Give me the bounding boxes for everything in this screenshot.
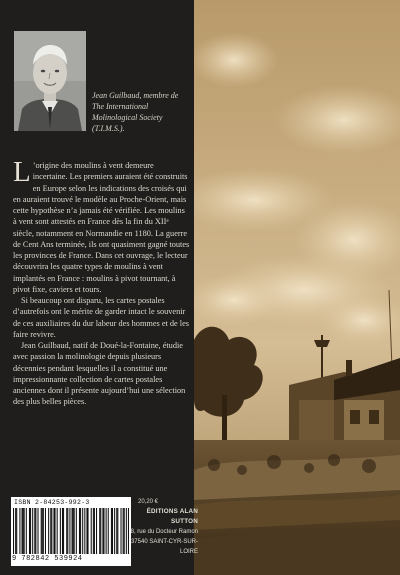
barcode-bar xyxy=(67,508,68,554)
synopsis-paragraph-1: L ’origine des moulins à vent demeure incertaine. Les premiers auraient été construits en Europe selon les indications des croisés qui en auraient trouvé le modèle au Proche-Orient, mais cette hypothèse n’a jamais été vérifiée. Les moulins à vent sont attestés en France dès la fin du XIIᵉ siècle, notamment en Normandie en 1180. La guerre de Cent Ans terminée, ils ont quasiment gagné toutes les provinces de France. Dans cet ouvrage, le lecteur découvrira les quatre types de moulins à vent implantés en France : moulins à pivot tournant, à pivot fixe, caviers et tours. xyxy=(13,156,190,294)
barcode-bar xyxy=(76,508,77,554)
barcode-bar xyxy=(35,508,36,554)
barcode-bar xyxy=(93,508,94,554)
barcode-bar xyxy=(120,508,121,554)
barcode-bar xyxy=(117,508,118,554)
publisher-name: ÉDITIONS ALAN SUTTON xyxy=(146,508,198,525)
barcode-bar xyxy=(96,508,97,554)
barcode-bar xyxy=(53,508,54,554)
barcode-bar xyxy=(32,508,33,554)
synopsis xyxy=(13,156,190,408)
barcode-bar xyxy=(23,508,24,554)
barcode-bar xyxy=(29,508,30,554)
synopsis-paragraph-2: Si beaucoup ont disparu, les cartes postales d’autrefois ont le mérite de garder intact le souvenir de ces auxiliaires du dur labeur des hommes et de les faire revivre. xyxy=(13,296,190,339)
barcode-bar xyxy=(55,508,56,554)
barcode-bar xyxy=(24,508,25,554)
barcode-bar xyxy=(42,508,43,554)
barcode-bar xyxy=(34,508,35,554)
barcode-bar xyxy=(63,508,64,554)
sepia-photo xyxy=(194,0,400,575)
publisher-block xyxy=(127,507,198,557)
barcode-bar xyxy=(69,508,70,554)
barcode-bar xyxy=(13,508,14,554)
barcode-bar xyxy=(66,508,67,554)
barcode-bar xyxy=(91,508,92,554)
barcode-bar xyxy=(30,508,31,554)
barcode-bar xyxy=(60,508,61,554)
author-portrait xyxy=(14,31,86,131)
barcode-bar xyxy=(51,508,52,554)
barcode-bar xyxy=(94,508,95,554)
barcode-bar xyxy=(84,508,85,554)
barcode-bar xyxy=(22,508,23,554)
barcode-bar xyxy=(74,508,75,554)
barcode xyxy=(11,497,131,566)
barcode-bar xyxy=(41,508,42,554)
price: 20,20 € xyxy=(138,499,159,505)
drop-cap: L xyxy=(13,156,31,188)
barcode-bar xyxy=(50,508,51,554)
barcode-bar xyxy=(114,508,115,554)
barcode-bar xyxy=(124,508,125,554)
barcode-bar xyxy=(111,508,112,554)
publisher-address-line-2: 37540 SAINT-CYR-SUR-LOIRE xyxy=(130,539,198,555)
barcode-bar xyxy=(43,508,44,554)
barcode-bar xyxy=(123,508,124,554)
barcode-bar xyxy=(16,508,17,554)
barcode-bar xyxy=(108,508,109,554)
isbn-label: ISBN 2-84253-992-3 xyxy=(14,499,90,506)
barcode-bar xyxy=(102,508,103,554)
barcode-bar xyxy=(100,508,101,554)
barcode-bars xyxy=(13,508,129,554)
author-caption: Jean Guilbaud, membre de The International Molinological Society (T.I.M.S.). xyxy=(92,91,179,133)
barcode-bar xyxy=(112,508,113,554)
barcode-bar xyxy=(48,508,49,554)
barcode-bar xyxy=(72,508,73,554)
barcode-bar xyxy=(80,508,81,554)
barcode-bar xyxy=(45,508,46,554)
barcode-bar xyxy=(106,508,107,554)
barcode-bar xyxy=(88,508,89,554)
barcode-bar xyxy=(99,508,100,554)
publisher-address-line-1: 8, rue du Docteur Ramon xyxy=(130,529,198,535)
barcode-bar xyxy=(103,508,104,554)
barcode-bar xyxy=(62,508,63,554)
barcode-bar xyxy=(73,508,74,554)
barcode-bar xyxy=(57,508,58,554)
barcode-bar xyxy=(82,508,83,554)
barcode-bar xyxy=(15,508,16,554)
barcode-bar xyxy=(79,508,80,554)
barcode-bar xyxy=(19,508,20,554)
barcode-bar xyxy=(26,508,27,554)
barcode-bar xyxy=(86,508,87,554)
ean-number: 9 782842 539924 xyxy=(12,555,83,563)
barcode-bar xyxy=(116,508,117,554)
barcode-bar xyxy=(37,508,38,554)
synopsis-paragraph-3: Jean Guilbaud, natif de Doué-la-Fontaine, étudie avec passion la molinologie depuis plusieurs décennies pendant lesquelles il a constitué une impressionnante collection de cartes postales anciennes dont il présente aujourd’hui une sélection des plus belles pièces. xyxy=(13,341,186,407)
